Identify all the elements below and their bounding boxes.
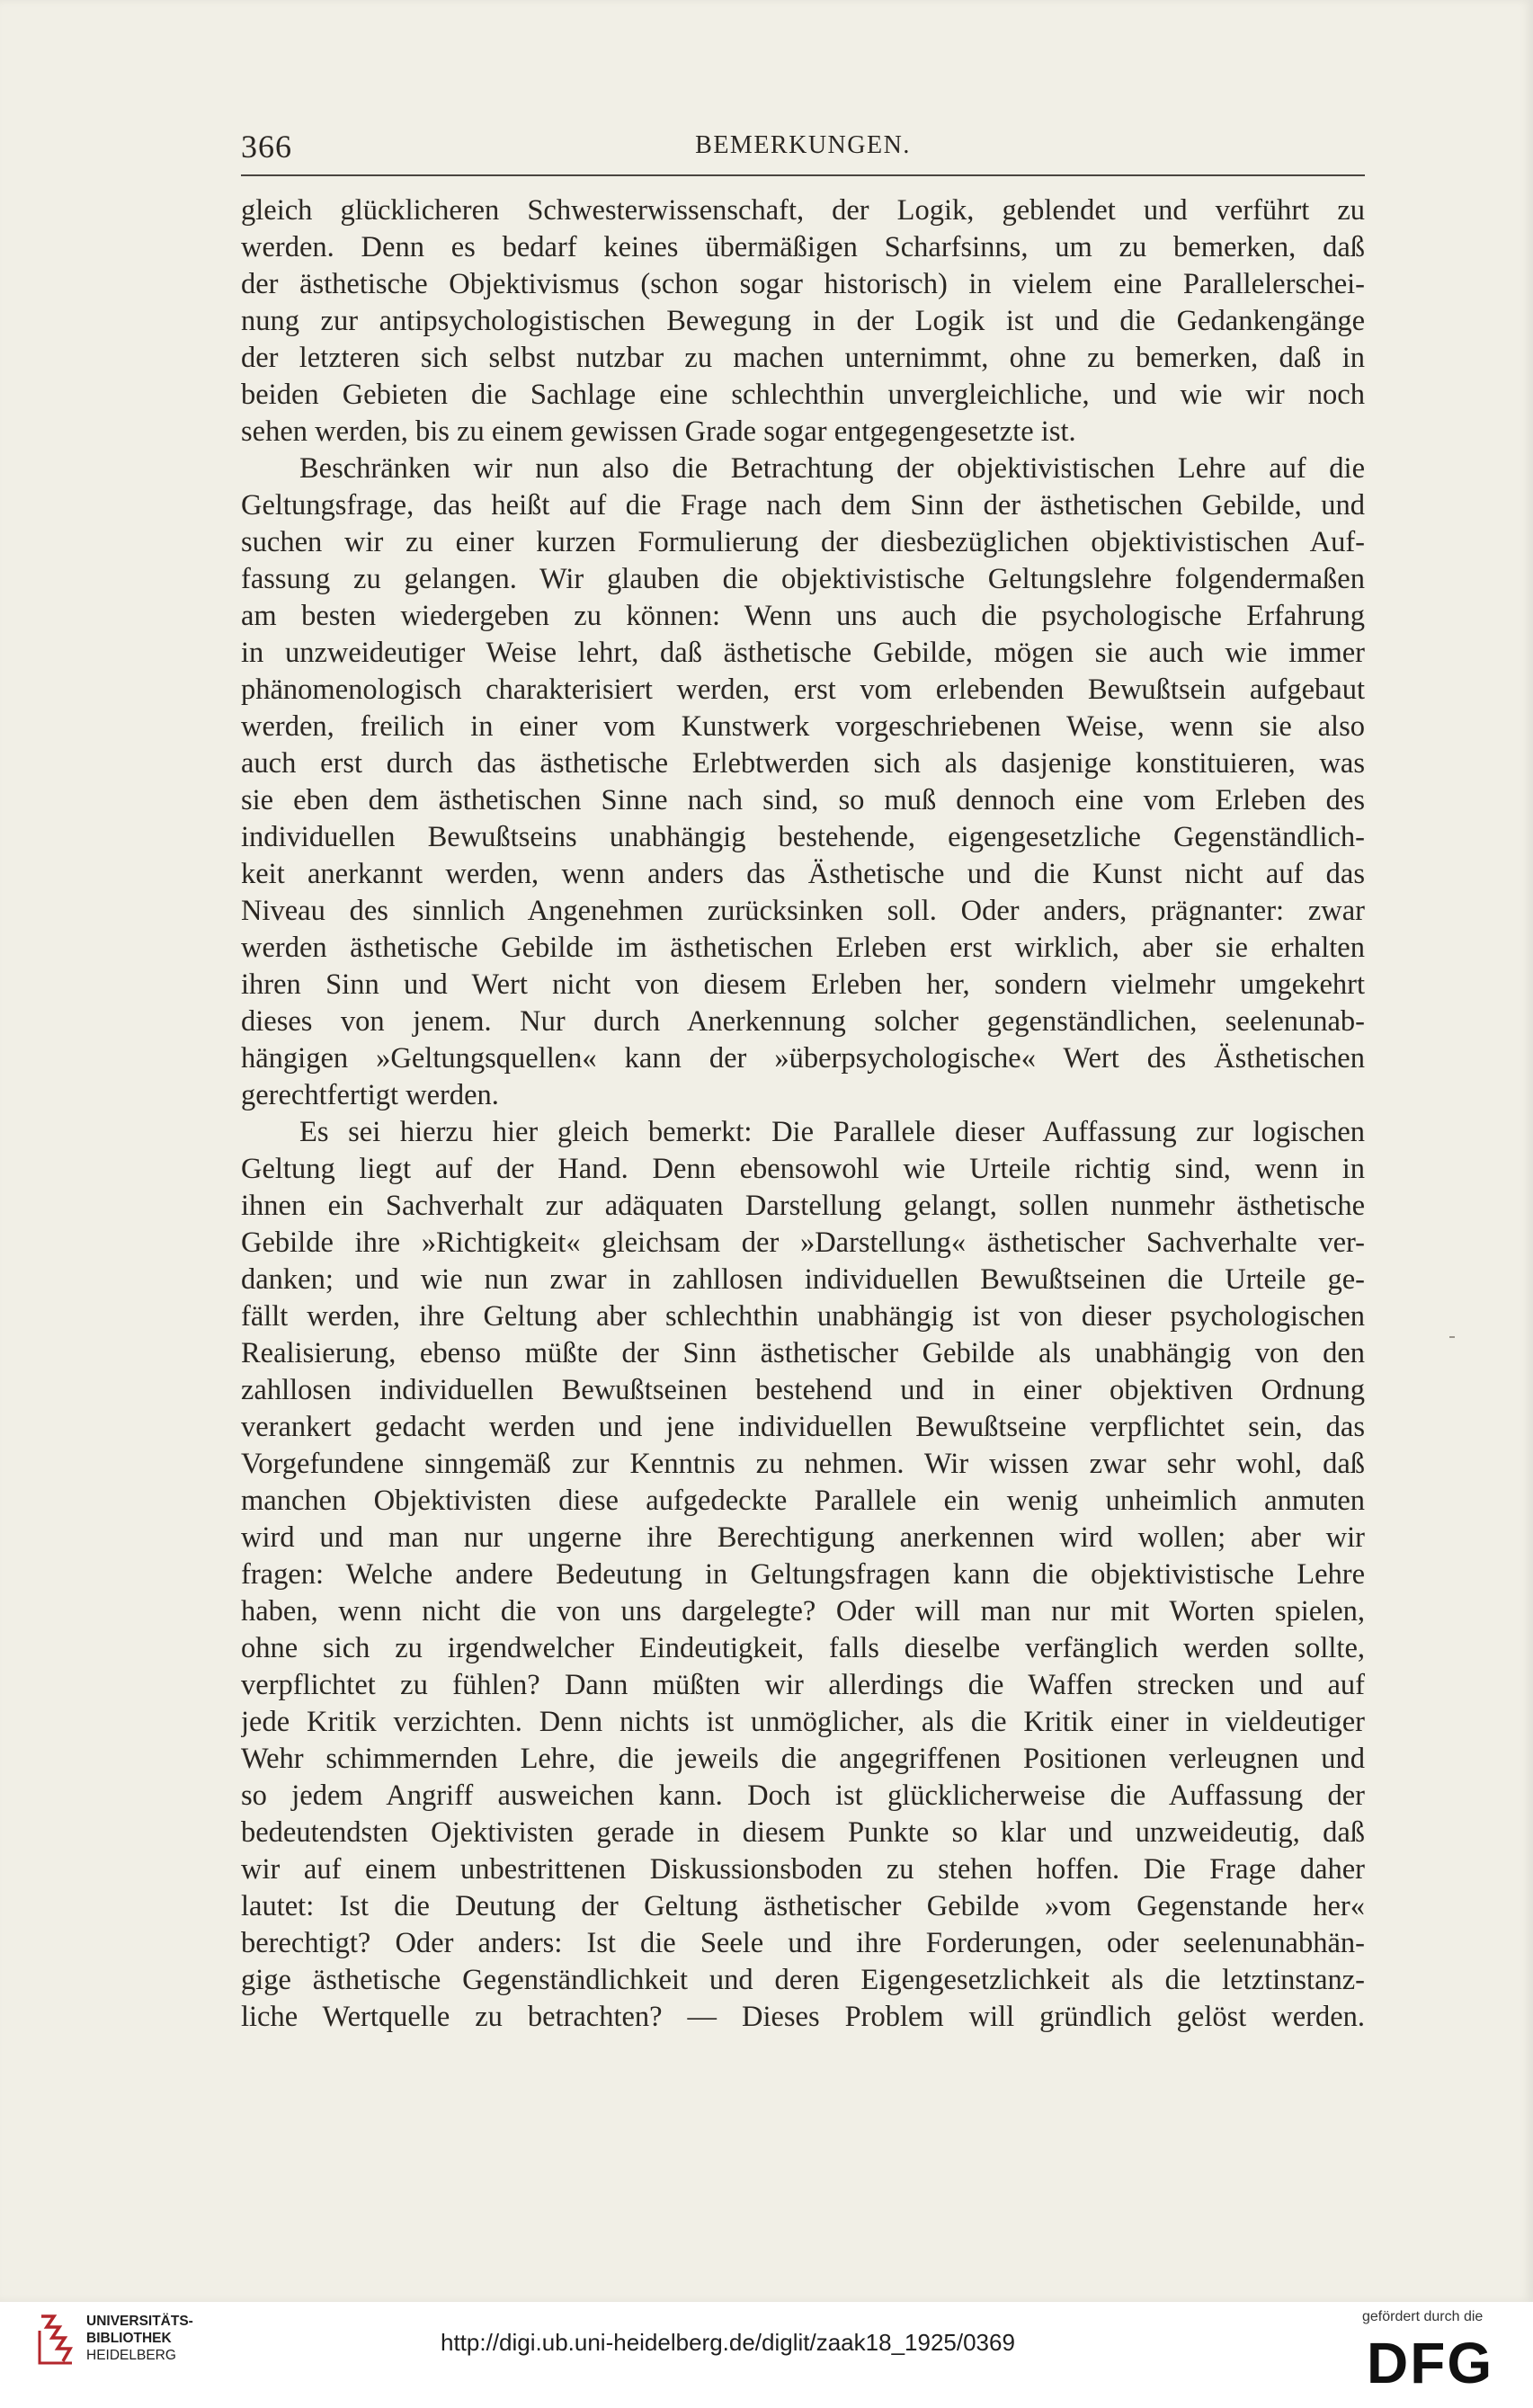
text-line: verankert gedacht werden und jene individuellen Bewußtseine verpflichtet sein, das	[241, 1411, 1365, 1443]
text-line: Vorgefundene sinngemäß zur Kenntnis zu nehmen. Wir wissen zwar sehr wohl, daß	[241, 1448, 1365, 1480]
text-line: zahllosen individuellen Bewußtseinen bestehend und in einer objektiven Ordnung	[241, 1374, 1365, 1406]
dfg-caption: gefördert durch die	[1362, 2309, 1484, 2324]
text-line: Beschränken wir nun also die Betrachtung der objektivistischen Lehre auf die	[299, 452, 1365, 485]
margin-mark	[1449, 1336, 1455, 1338]
text-line: Es sei hierzu hier gleich bemerkt: Die Parallele dieser Auffassung zur logischen	[299, 1116, 1365, 1148]
library-logo-icon	[36, 2313, 76, 2365]
text-line: der ästhetische Objektivismus (schon sogar historisch) in vielem eine Parallelerschei-	[241, 268, 1365, 300]
header-rule	[241, 174, 1365, 176]
text-line: der letzteren sich selbst nutzbar zu machen unternimmt, ohne zu bemerken, daß in	[241, 342, 1365, 374]
text-line: Geltungsfrage, das heißt auf die Frage nach dem Sinn der ästhetischen Gebilde, und	[241, 489, 1365, 522]
text-line: bedeutendsten Ojektivisten gerade in diesem Punkte so klar und unzweideutig, daß	[241, 1816, 1365, 1849]
text-line: in unzweideutiger Weise lehrt, daß ästhetische Gebilde, mögen sie auch wie immer	[241, 637, 1365, 669]
library-name	[86, 2313, 193, 2364]
text-line: gige ästhetische Gegenständlichkeit und deren Eigengesetzlichkeit als die letztinstanz-	[241, 1964, 1365, 1996]
running-head: BEMERKUNGEN.	[695, 131, 911, 159]
text-line: Geltung liegt auf der Hand. Denn ebensowohl wie Urteile richtig sind, wenn in	[241, 1153, 1365, 1185]
text-line: fassung zu gelangen. Wir glauben die objektivistische Geltungslehre folgendermaßen	[241, 563, 1365, 595]
text-line: ihnen ein Sachverhalt zur adäquaten Darstellung gelangt, sollen nunmehr ästhetische	[241, 1190, 1365, 1222]
permalink-url[interactable]: http://digi.ub.uni-heidelberg.de/diglit/zaak18_1925/0369	[441, 2329, 1015, 2356]
text-line: fragen: Welche andere Bedeutung in Geltungsfragen kann die objektivistische Lehre	[241, 1558, 1365, 1591]
text-line: am besten wiedergeben zu können: Wenn uns auch die psychologische Erfahrung	[241, 600, 1365, 632]
dfg-logo: DFG	[1367, 2331, 1494, 2395]
text-line: sie eben dem ästhetischen Sinne nach sind, so muß dennoch eine vom Erleben des	[241, 784, 1365, 816]
text-line: wir auf einem unbestrittenen Diskussionsboden zu stehen hoffen. Die Frage daher	[241, 1853, 1365, 1886]
text-line: so jedem Angriff ausweichen kann. Doch ist glücklicherweise die Auffassung der	[241, 1779, 1365, 1812]
text-line: ohne sich zu irgendwelcher Eindeutigkeit, falls dieselbe verfänglich werden sollte,	[241, 1632, 1365, 1664]
text-line: manchen Objektivisten diese aufgedeckte Parallele ein wenig unheimlich anmuten	[241, 1485, 1365, 1517]
text-line: phänomenologisch charakterisiert werden, erst vom erlebenden Bewußtsein aufgebaut	[241, 673, 1365, 706]
library-name-line: UNIVERSITÄTS-	[86, 2314, 193, 2329]
text-line: nung zur antipsychologistischen Bewegung in der Logik ist und die Gedankengänge	[241, 305, 1365, 337]
text-line: fällt werden, ihre Geltung aber schlechthin unabhängig ist von dieser psychologischen	[241, 1300, 1365, 1333]
text-line: gleich glücklicheren Schwesterwissenschaft, der Logik, geblendet und verführt zu	[241, 194, 1365, 227]
text-line: werden, freilich in einer vom Kunstwerk vorgeschriebenen Weise, wenn sie also	[241, 710, 1365, 743]
text-line: Wehr schimmernden Lehre, die jeweils die angegriffenen Positionen verleugnen und	[241, 1743, 1365, 1775]
text-line: Gebilde ihre »Richtigkeit« gleichsam der »Darstellung« ästhetischer Sachverhalte ver-	[241, 1226, 1365, 1259]
text-line: Realisierung, ebenso müßte der Sinn ästhetischer Gebilde als unabhängig von den	[241, 1337, 1365, 1369]
text-line: Niveau des sinnlich Angenehmen zurücksinken soll. Oder anders, prägnanter: zwar	[241, 895, 1365, 927]
text-line: danken; und wie nun zwar in zahllosen individuellen Bewußtseinen die Urteile ge-	[241, 1263, 1365, 1296]
text-line: gerechtfertigt werden.	[241, 1079, 499, 1111]
text-line: werden. Denn es bedarf keines übermäßigen Scharfsinns, um zu bemerken, daß	[241, 231, 1365, 263]
text-line: haben, wenn nicht die von uns dargelegte? Oder will man nur mit Worten spielen,	[241, 1595, 1365, 1628]
library-name-line: BIBLIOTHEK	[86, 2331, 172, 2346]
text-line: keit anerkannt werden, wenn anders das Ästhetische und die Kunst nicht auf das	[241, 858, 1365, 890]
text-line: jede Kritik verzichten. Denn nichts ist unmöglicher, als die Kritik einer in vieldeutiger	[241, 1706, 1365, 1738]
text-line: liche Wertquelle zu betrachten? — Dieses Problem will gründlich gelöst werden.	[241, 2001, 1365, 2033]
text-line: beiden Gebieten die Sachlage eine schlechthin unvergleichliche, und wie wir noch	[241, 379, 1365, 411]
text-line: individuellen Bewußtseins unabhängig bestehende, eigengesetzliche Gegenständlich-	[241, 821, 1365, 853]
page-number: 366	[241, 129, 292, 165]
text-line: suchen wir zu einer kurzen Formulierung der diesbezüglichen objektivistischen Auf-	[241, 526, 1365, 558]
text-line: lautet: Ist die Deutung der Geltung ästhetischer Gebilde »vom Gegenstande her«	[241, 1890, 1365, 1922]
text-line: werden ästhetische Gebilde im ästhetischen Erleben erst wirklich, aber sie erhalten	[241, 932, 1365, 964]
text-line: dieses von jenem. Nur durch Anerkennung solcher gegenständlichen, seelenunab-	[241, 1005, 1365, 1038]
text-line: sehen werden, bis zu einem gewissen Grade sogar entgegengesetzte ist.	[241, 415, 1076, 448]
text-line: berechtigt? Oder anders: Ist die Seele und ihre Forderungen, oder seelenunabhän-	[241, 1927, 1365, 1959]
library-name-line: HEIDELBERG	[86, 2348, 176, 2363]
footer-bar	[0, 2302, 1533, 2408]
text-line: verpflichtet zu fühlen? Dann müßten wir allerdings die Waffen strecken und auf	[241, 1669, 1365, 1701]
text-line: auch erst durch das ästhetische Erlebtwerden sich als dasjenige konstituieren, was	[241, 747, 1365, 780]
body-text	[241, 192, 1365, 2036]
text-line: wird und man nur ungerne ihre Berechtigung anerkennen wird wollen; aber wir	[241, 1521, 1365, 1554]
page-header	[241, 128, 1365, 171]
text-line: ihren Sinn und Wert nicht von diesem Erleben her, sondern vielmehr umgekehrt	[241, 968, 1365, 1001]
text-line: hängigen »Geltungsquellen« kann der »überpsychologische« Wert des Ästhetischen	[241, 1042, 1365, 1075]
